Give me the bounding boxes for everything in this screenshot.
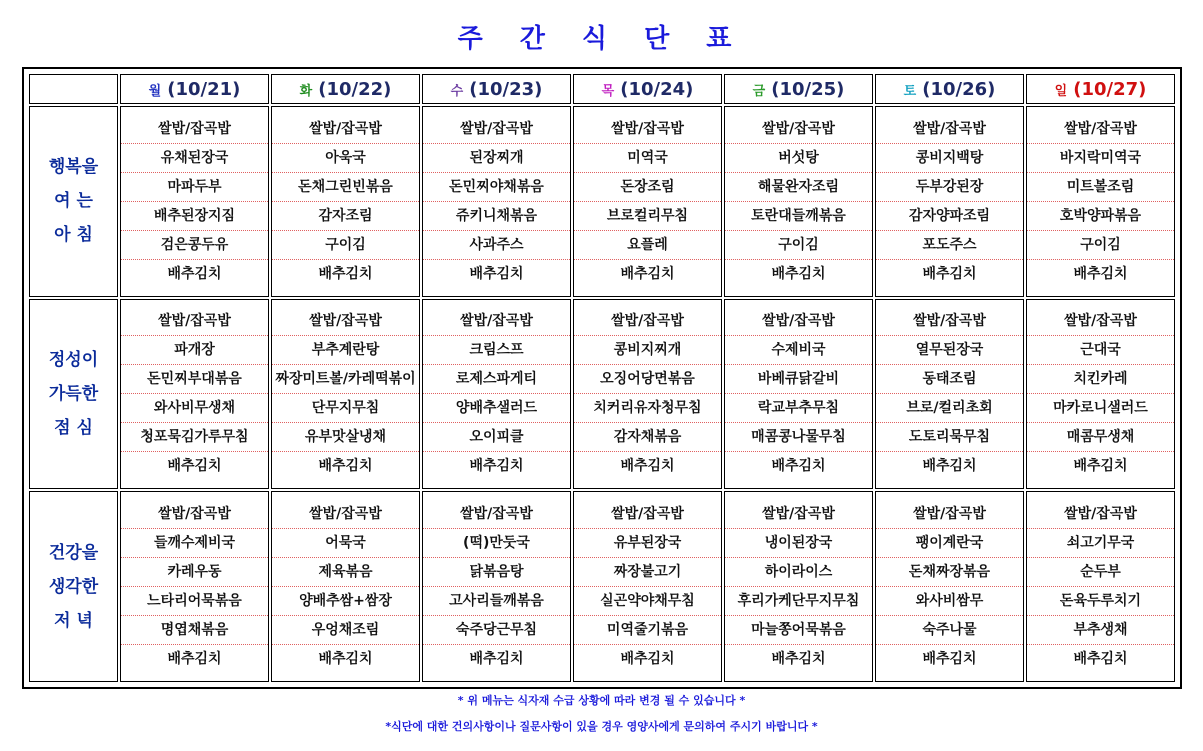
menu-item: 배추김치 bbox=[167, 265, 222, 282]
day-date: (10/25) bbox=[771, 78, 845, 100]
menu-item: 제육볶음 bbox=[272, 558, 419, 587]
menu-item: 돈채짜장볶음 bbox=[876, 558, 1023, 587]
menu-item: 후리가케단무지무침 bbox=[725, 587, 872, 616]
menu-item: 쌀밥/잡곡밥 bbox=[423, 115, 570, 144]
day-icon: 월 bbox=[148, 83, 162, 99]
menu-item: 치커리유자청무침 bbox=[574, 394, 721, 423]
menu-item: 팽이계란국 bbox=[876, 529, 1023, 558]
menu-cell bbox=[1026, 106, 1175, 297]
menu-item: 검은콩두유 bbox=[121, 231, 268, 260]
menu-item: 마카로니샐러드 bbox=[1027, 394, 1174, 423]
menu-item: 배추김치 bbox=[620, 458, 675, 475]
menu-item: 치킨카레 bbox=[1027, 365, 1174, 394]
menu-item: 쥬키니채볶음 bbox=[423, 202, 570, 231]
menu-item: 짜장미트볼/카레떡볶이 bbox=[272, 365, 419, 394]
menu-cell bbox=[724, 106, 873, 297]
menu-item: 수제비국 bbox=[725, 336, 872, 365]
menu-item: (떡)만둣국 bbox=[423, 529, 570, 558]
menu-item: 부추계란탕 bbox=[272, 336, 419, 365]
menu-item: 해물완자조림 bbox=[725, 173, 872, 202]
day-header-2 bbox=[271, 74, 420, 104]
menu-item: 락교부추무침 bbox=[725, 394, 872, 423]
menu-item: 와사비무생채 bbox=[121, 394, 268, 423]
menu-item: 하이라이스 bbox=[725, 558, 872, 587]
day-header-row bbox=[29, 74, 1175, 104]
menu-item: 감자조림 bbox=[272, 202, 419, 231]
menu-item: 쌀밥/잡곡밥 bbox=[574, 500, 721, 529]
meal-row bbox=[29, 491, 1175, 682]
notice-inquiry: *식단에 대한 건의사항이나 질문사항이 있을 경우 영양사에게 문의하여 주시기 바랍니다 * bbox=[385, 720, 818, 733]
menu-item: 돈민찌야채볶음 bbox=[423, 173, 570, 202]
weekly-menu-table bbox=[27, 72, 1177, 684]
meal-label-line: 저 녁 bbox=[54, 610, 93, 631]
day-date: (10/23) bbox=[469, 78, 543, 100]
menu-item: 단무지무침 bbox=[272, 394, 419, 423]
menu-item: 배추김치 bbox=[771, 265, 826, 282]
day-header-3 bbox=[422, 74, 571, 104]
menu-item: 미역국 bbox=[574, 144, 721, 173]
day-header-6 bbox=[875, 74, 1024, 104]
menu-item: 와사비쌈무 bbox=[876, 587, 1023, 616]
menu-item: 쌀밥/잡곡밥 bbox=[876, 115, 1023, 144]
page-title: 주 간 식 단 표 bbox=[457, 24, 746, 54]
menu-item: 느타리어묵볶음 bbox=[121, 587, 268, 616]
menu-cell bbox=[271, 491, 420, 682]
menu-item: 로제스파게티 bbox=[423, 365, 570, 394]
day-icon: 금 bbox=[752, 83, 766, 99]
menu-item: 배추김치 bbox=[620, 265, 675, 282]
menu-item: 쌀밥/잡곡밥 bbox=[574, 307, 721, 336]
menu-item: 마파두부 bbox=[121, 173, 268, 202]
meal-label bbox=[29, 491, 118, 682]
menu-item: 양배추샐러드 bbox=[423, 394, 570, 423]
meal-label-line: 행복을 bbox=[48, 157, 99, 178]
menu-item: 들깨수제비국 bbox=[121, 529, 268, 558]
meal-label-line: 여 는 bbox=[54, 191, 93, 212]
menu-item: 배추김치 bbox=[1073, 265, 1128, 282]
menu-cell bbox=[573, 299, 722, 490]
menu-item: 배추김치 bbox=[922, 651, 977, 668]
day-header-4 bbox=[573, 74, 722, 104]
menu-cell bbox=[573, 106, 722, 297]
menu-item: 유부맛살냉채 bbox=[272, 423, 419, 452]
menu-item: 오징어당면볶음 bbox=[574, 365, 721, 394]
menu-item: 짜장불고기 bbox=[574, 558, 721, 587]
menu-item: 배추된장지짐 bbox=[121, 202, 268, 231]
menu-cell bbox=[422, 106, 571, 297]
menu-item: 구이김 bbox=[272, 231, 419, 260]
menu-item: 콩비지찌개 bbox=[574, 336, 721, 365]
menu-cell bbox=[120, 491, 269, 682]
menu-item: 배추김치 bbox=[1073, 651, 1128, 668]
menu-cell bbox=[1026, 491, 1175, 682]
menu-item: 토란대들깨볶음 bbox=[725, 202, 872, 231]
menu-item: 냉이된장국 bbox=[725, 529, 872, 558]
day-date: (10/21) bbox=[167, 78, 241, 100]
menu-item: 쌀밥/잡곡밥 bbox=[1027, 307, 1174, 336]
menu-item: 쌀밥/잡곡밥 bbox=[272, 115, 419, 144]
menu-item: 쌀밥/잡곡밥 bbox=[272, 500, 419, 529]
menu-cell bbox=[875, 491, 1024, 682]
menu-item: 근대국 bbox=[1027, 336, 1174, 365]
day-icon: 토 bbox=[903, 83, 917, 99]
menu-item: 열무된장국 bbox=[876, 336, 1023, 365]
menu-cell bbox=[724, 491, 873, 682]
menu-item: 양배추쌈+쌈장 bbox=[272, 587, 419, 616]
day-header-7 bbox=[1026, 74, 1175, 104]
menu-item: 쌀밥/잡곡밥 bbox=[725, 500, 872, 529]
menu-item: 배추김치 bbox=[318, 265, 373, 282]
menu-item: 마늘쫑어묵볶음 bbox=[725, 616, 872, 645]
menu-item: 명엽채볶음 bbox=[121, 616, 268, 645]
menu-item: 감자양파조림 bbox=[876, 202, 1023, 231]
menu-item: 배추김치 bbox=[1073, 458, 1128, 475]
day-header-5 bbox=[724, 74, 873, 104]
menu-item: 배추김치 bbox=[922, 265, 977, 282]
menu-item: 배추김치 bbox=[469, 458, 524, 475]
menu-item: 쌀밥/잡곡밥 bbox=[423, 307, 570, 336]
menu-item: 호박양파볶음 bbox=[1027, 202, 1174, 231]
menu-item: 사과주스 bbox=[423, 231, 570, 260]
menu-item: 순두부 bbox=[1027, 558, 1174, 587]
menu-item: 쌀밥/잡곡밥 bbox=[272, 307, 419, 336]
menu-item: 닭볶음탕 bbox=[423, 558, 570, 587]
menu-item: 배추김치 bbox=[318, 651, 373, 668]
meal-row bbox=[29, 106, 1175, 297]
day-icon: 수 bbox=[450, 83, 464, 99]
menu-item: 돈채그린빈볶음 bbox=[272, 173, 419, 202]
menu-item: 유부된장국 bbox=[574, 529, 721, 558]
menu-item: 된장찌개 bbox=[423, 144, 570, 173]
menu-cell bbox=[271, 106, 420, 297]
day-date: (10/26) bbox=[922, 78, 996, 100]
menu-table-frame bbox=[22, 67, 1182, 689]
meal-label-line: 아 침 bbox=[54, 225, 93, 246]
menu-cell bbox=[120, 106, 269, 297]
menu-item: 바지락미역국 bbox=[1027, 144, 1174, 173]
menu-item: 브로/컬리초회 bbox=[876, 394, 1023, 423]
menu-item: 매콤무생채 bbox=[1027, 423, 1174, 452]
menu-item: 버섯탕 bbox=[725, 144, 872, 173]
menu-item: 파개장 bbox=[121, 336, 268, 365]
menu-item: 미트볼조림 bbox=[1027, 173, 1174, 202]
menu-item: 부추생채 bbox=[1027, 616, 1174, 645]
menu-item: 요플레 bbox=[574, 231, 721, 260]
menu-item: 크림스프 bbox=[423, 336, 570, 365]
menu-item: 쌀밥/잡곡밥 bbox=[1027, 500, 1174, 529]
menu-item: 배추김치 bbox=[469, 265, 524, 282]
menu-item: 실곤약야채무침 bbox=[574, 587, 721, 616]
menu-item: 바베큐닭갈비 bbox=[725, 365, 872, 394]
menu-item: 고사리들깨볶음 bbox=[423, 587, 570, 616]
menu-item: 배추김치 bbox=[922, 458, 977, 475]
menu-cell bbox=[573, 491, 722, 682]
menu-item: 쌀밥/잡곡밥 bbox=[121, 500, 268, 529]
meal-label-line: 가득한 bbox=[48, 383, 99, 404]
meal-label bbox=[29, 106, 118, 297]
menu-item: 포도주스 bbox=[876, 231, 1023, 260]
menu-item: 도토리묵무침 bbox=[876, 423, 1023, 452]
menu-cell bbox=[875, 106, 1024, 297]
menu-item: 쌀밥/잡곡밥 bbox=[725, 115, 872, 144]
menu-cell bbox=[724, 299, 873, 490]
menu-item: 숙주당근무침 bbox=[423, 616, 570, 645]
day-header-1 bbox=[120, 74, 269, 104]
menu-item: 구이김 bbox=[1027, 231, 1174, 260]
day-icon: 목 bbox=[601, 83, 615, 99]
menu-item: 동태조림 bbox=[876, 365, 1023, 394]
menu-item: 배추김치 bbox=[771, 458, 826, 475]
menu-item: 매콤콩나물무침 bbox=[725, 423, 872, 452]
menu-item: 우엉채조림 bbox=[272, 616, 419, 645]
notice-change: * 위 메뉴는 식자재 수급 상황에 따라 변경 될 수 있습니다 * bbox=[457, 694, 746, 707]
menu-item: 미역줄기볶음 bbox=[574, 616, 721, 645]
menu-item: 돈육두루치기 bbox=[1027, 587, 1174, 616]
menu-item: 유채된장국 bbox=[121, 144, 268, 173]
meal-row bbox=[29, 299, 1175, 490]
day-date: (10/27) bbox=[1073, 78, 1147, 100]
meal-label-line: 점 심 bbox=[54, 417, 93, 438]
menu-item: 청포묵김가루무침 bbox=[121, 423, 268, 452]
menu-item: 배추김치 bbox=[167, 458, 222, 475]
menu-item: 어묵국 bbox=[272, 529, 419, 558]
menu-cell bbox=[422, 299, 571, 490]
menu-item: 배추김치 bbox=[620, 651, 675, 668]
day-date: (10/24) bbox=[620, 78, 694, 100]
menu-item: 돈민찌부대볶음 bbox=[121, 365, 268, 394]
menu-item: 쌀밥/잡곡밥 bbox=[121, 115, 268, 144]
menu-cell bbox=[875, 299, 1024, 490]
day-icon: 화 bbox=[299, 83, 313, 99]
menu-item: 감자채볶음 bbox=[574, 423, 721, 452]
menu-cell bbox=[120, 299, 269, 490]
meal-label-line: 생각한 bbox=[48, 576, 99, 597]
meal-label-line: 정성이 bbox=[48, 349, 99, 370]
menu-item: 쌀밥/잡곡밥 bbox=[876, 500, 1023, 529]
menu-item: 쌀밥/잡곡밥 bbox=[574, 115, 721, 144]
menu-item: 쌀밥/잡곡밥 bbox=[725, 307, 872, 336]
menu-item: 아욱국 bbox=[272, 144, 419, 173]
menu-item: 쌀밥/잡곡밥 bbox=[876, 307, 1023, 336]
menu-item: 오이피클 bbox=[423, 423, 570, 452]
menu-cell bbox=[422, 491, 571, 682]
meal-label-line: 건강을 bbox=[48, 542, 99, 563]
menu-item: 숙주나물 bbox=[876, 616, 1023, 645]
menu-item: 브로컬리무침 bbox=[574, 202, 721, 231]
menu-item: 배추김치 bbox=[771, 651, 826, 668]
day-icon: 일 bbox=[1054, 83, 1068, 99]
menu-item: 쌀밥/잡곡밥 bbox=[121, 307, 268, 336]
day-date: (10/22) bbox=[318, 78, 392, 100]
meal-label bbox=[29, 299, 118, 490]
menu-item: 쇠고기무국 bbox=[1027, 529, 1174, 558]
menu-item: 돈장조림 bbox=[574, 173, 721, 202]
menu-item: 구이김 bbox=[725, 231, 872, 260]
menu-item: 콩비지백탕 bbox=[876, 144, 1023, 173]
menu-item: 쌀밥/잡곡밥 bbox=[1027, 115, 1174, 144]
menu-item: 카레우동 bbox=[121, 558, 268, 587]
menu-item: 두부강된장 bbox=[876, 173, 1023, 202]
menu-item: 배추김치 bbox=[318, 458, 373, 475]
menu-item: 쌀밥/잡곡밥 bbox=[423, 500, 570, 529]
menu-item: 배추김치 bbox=[469, 651, 524, 668]
menu-item: 배추김치 bbox=[167, 651, 222, 668]
menu-cell bbox=[1026, 299, 1175, 490]
corner-cell bbox=[29, 74, 118, 104]
menu-cell bbox=[271, 299, 420, 490]
